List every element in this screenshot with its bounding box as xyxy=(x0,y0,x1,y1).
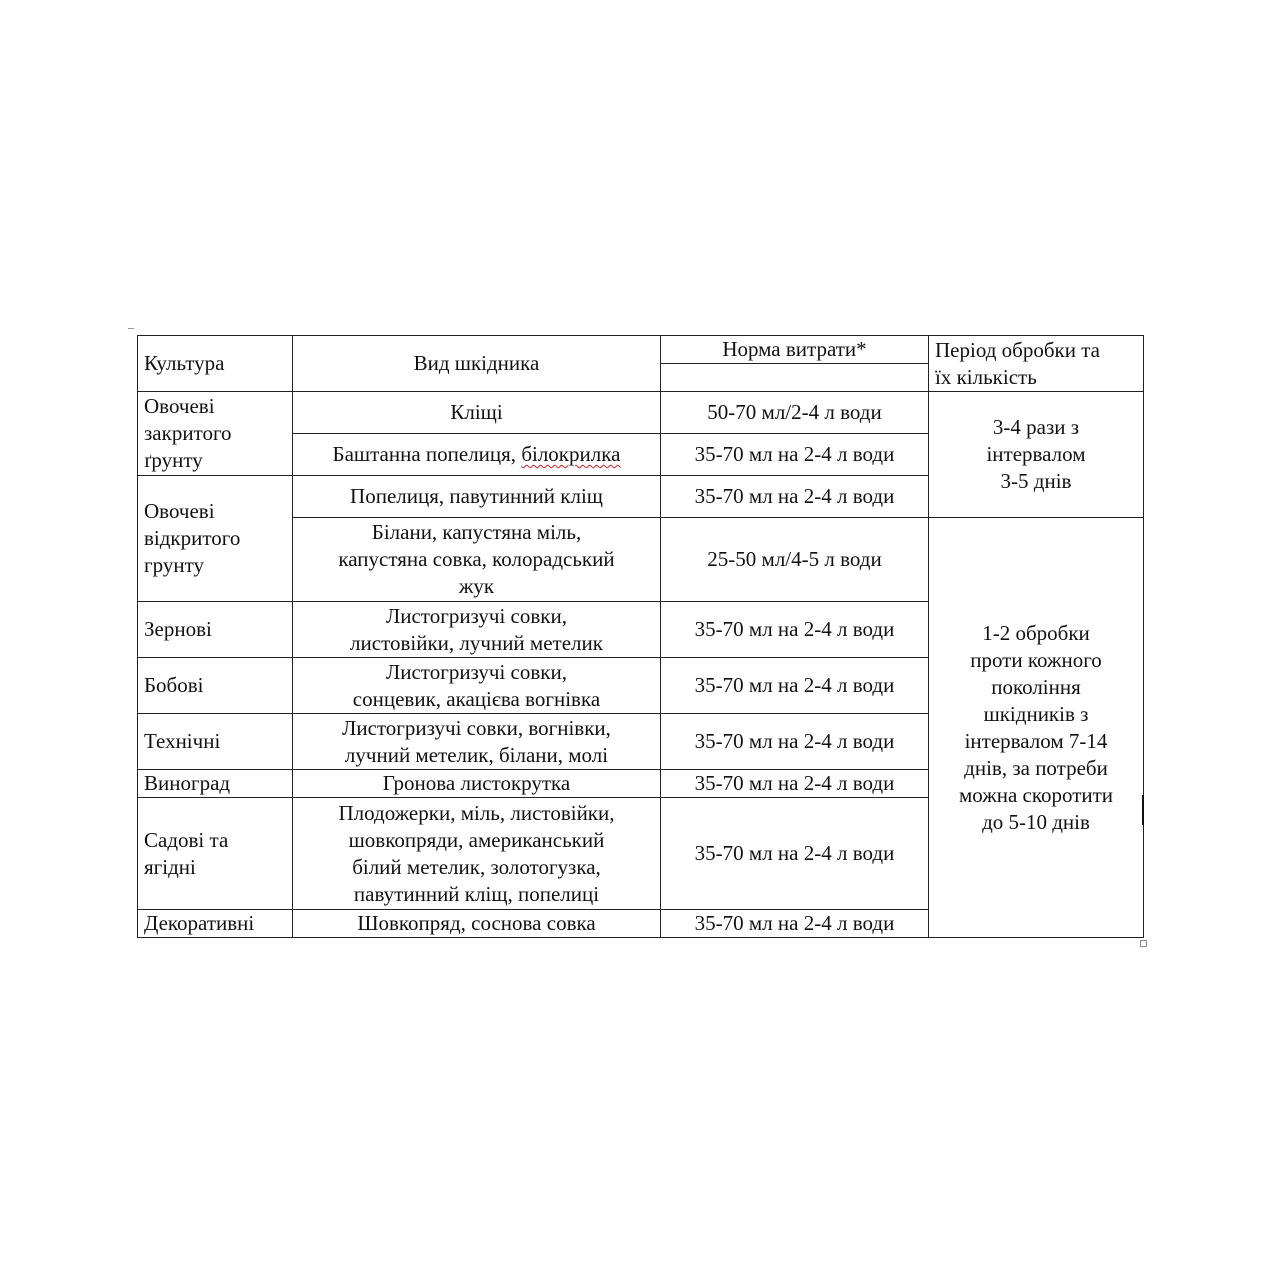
header-pest xyxy=(293,336,661,392)
header-rate xyxy=(661,336,929,364)
crop-line: ягідні xyxy=(144,854,196,879)
pest-line: лучний метелик, білани, молі xyxy=(344,742,609,767)
crop-cell xyxy=(138,392,293,476)
pest-line: Листогризучі совки, xyxy=(386,603,567,628)
header-period xyxy=(929,336,1144,392)
period-line: 3-5 днів xyxy=(1000,469,1072,493)
period-line: днів, за потреби xyxy=(964,755,1108,780)
header-crop xyxy=(138,336,293,392)
period-line: можна скоротити xyxy=(958,782,1114,807)
crop-line: Овочеві xyxy=(144,394,215,418)
pest-text: Баштанна попелиця, xyxy=(332,442,522,466)
pest-line: Білани, капустяна міль, xyxy=(371,520,582,544)
rate-cell xyxy=(661,798,929,910)
crop-label: Бобові xyxy=(144,673,204,697)
crop-cell xyxy=(138,658,293,714)
pest-cell xyxy=(293,602,661,658)
period-line: проти кожного xyxy=(970,647,1102,672)
crop-line: відкритого xyxy=(144,526,241,550)
rate-value: 35-70 мл на 2-4 л води xyxy=(694,911,895,935)
crop-label: Технічні xyxy=(144,729,221,753)
spellcheck-underlined-word: білокрилка xyxy=(521,442,621,466)
rate-value: 35-70 мл на 2-4 л води xyxy=(694,442,895,466)
pest-cell xyxy=(293,770,661,798)
rate-cell xyxy=(661,434,929,476)
header-period-line: Період обробки та xyxy=(935,337,1100,362)
rate-cell xyxy=(661,392,929,434)
rate-value: 50-70 мл/2-4 л води xyxy=(707,400,882,424)
pest-line: сонцевик, акацієва вогнівка xyxy=(352,686,601,711)
crop-line: грунту xyxy=(144,553,204,577)
crop-cell xyxy=(138,602,293,658)
period-line: 1-2 обробки xyxy=(982,620,1090,645)
pest-line: павутинний кліщ, попелиці xyxy=(353,881,600,906)
pest-line: Плодожерки, міль, листовійки, xyxy=(338,800,615,825)
period-line: 3-4 рази з xyxy=(992,415,1080,439)
rate-cell xyxy=(661,602,929,658)
rate-value: 35-70 мл на 2-4 л води xyxy=(694,771,895,795)
period-line: шкідників з xyxy=(983,701,1089,726)
period-cell xyxy=(929,518,1144,938)
pest-cell xyxy=(293,798,661,910)
crop-cell xyxy=(138,770,293,798)
rate-cell xyxy=(661,714,929,770)
crop-line: ґрунту xyxy=(144,448,203,472)
pest-cell xyxy=(293,714,661,770)
crop-label: Декоративні xyxy=(144,911,255,935)
pest-line: жук xyxy=(458,574,495,598)
pest-line: Попелиця, павутинний кліщ xyxy=(350,484,603,508)
rate-cell xyxy=(661,518,929,602)
crop-cell xyxy=(138,714,293,770)
crop-cell xyxy=(138,476,293,602)
rate-value: 35-70 мл на 2-4 л води xyxy=(694,673,895,697)
rate-value: 35-70 мл на 2-4 л води xyxy=(694,729,895,753)
pest-line: Гронова листокрутка xyxy=(382,771,571,795)
pest-cell xyxy=(293,658,661,714)
pest-line: Листогризучі совки, вогнівки, xyxy=(342,715,611,740)
period-line: до 5-10 днів xyxy=(982,809,1090,834)
pest-line: білий метелик, золотогузка, xyxy=(352,854,601,879)
pest-line: листовійки, лучний метелик xyxy=(350,630,603,655)
pest-cell xyxy=(293,518,661,602)
header-rate-subcell xyxy=(661,364,929,392)
rate-value: 35-70 мл на 2-4 л води xyxy=(694,841,895,865)
pest-cell xyxy=(293,476,661,518)
pest-treatment-table xyxy=(137,335,1144,938)
pest-line: Кліщі xyxy=(450,400,503,424)
rate-value: 25-50 мл/4-5 л води xyxy=(707,547,882,571)
pest-line: капустяна совка, колорадський xyxy=(338,547,615,571)
rate-value: 35-70 мл на 2-4 л води xyxy=(694,617,895,641)
rate-cell xyxy=(661,658,929,714)
text-cursor xyxy=(1142,795,1144,825)
pest-line: шовкопряди, американський xyxy=(348,827,605,852)
crop-label: Зернові xyxy=(144,617,212,641)
crop-line: Садові та xyxy=(144,827,229,852)
crop-cell xyxy=(138,798,293,910)
period-line: інтервалом 7-14 xyxy=(964,728,1108,753)
period-line: покоління xyxy=(991,674,1081,699)
pest-cell xyxy=(293,910,661,938)
pest-line: Шовкопряд, соснова совка xyxy=(357,911,596,935)
rate-cell xyxy=(661,910,929,938)
pest-cell xyxy=(293,392,661,434)
crop-cell xyxy=(138,910,293,938)
pest-cell xyxy=(293,434,661,476)
pest-line: Листогризучі совки, xyxy=(386,659,567,684)
header-period-line: їх кількість xyxy=(935,364,1037,389)
crop-line: Овочеві xyxy=(144,499,215,523)
period-line: інтервалом xyxy=(986,442,1086,466)
table-resize-handle[interactable] xyxy=(1140,940,1147,947)
header-crop-label: Культура xyxy=(144,351,225,375)
rate-cell xyxy=(661,476,929,518)
rate-cell xyxy=(661,770,929,798)
period-cell xyxy=(929,392,1144,518)
table-anchor-mark xyxy=(128,328,134,332)
header-pest-label: Вид шкідника xyxy=(413,351,540,375)
header-rate-label: Норма витрати* xyxy=(722,337,867,361)
crop-line: закритого xyxy=(144,421,232,445)
rate-value: 35-70 мл на 2-4 л води xyxy=(694,484,895,508)
crop-label: Виноград xyxy=(144,771,231,795)
